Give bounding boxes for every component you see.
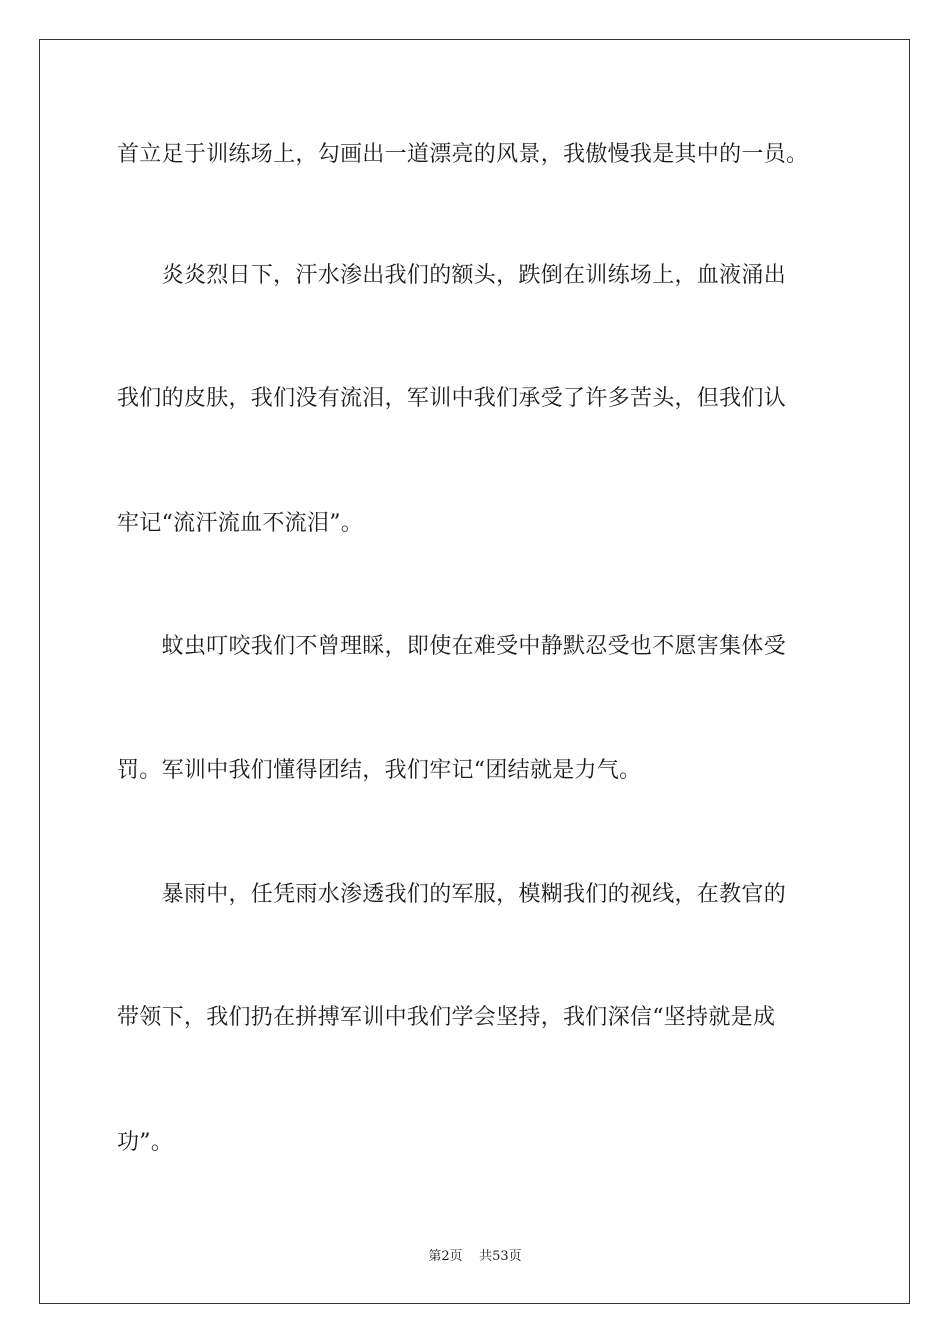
paragraph-line-5: 蚊虫叮咬我们不曾理睬，即使在难受中静默忍受也不愿害集体受	[117, 634, 787, 659]
paragraph-line-8: 带领下，我们扔在拼搏军训中我们学会坚持，我们深信“坚持就是成	[117, 1005, 776, 1030]
page-footer	[0, 1248, 950, 1266]
paragraph-line-2: 炎炎烈日下，汗水渗出我们的额头，跌倒在训练场上，血液涌出	[117, 263, 787, 288]
paragraph-line-4: 牢记“流汗流血不流泪”。	[117, 511, 364, 536]
paragraph-line-6: 罚。军训中我们懂得团结，我们牢记“团结就是力气。	[117, 758, 642, 783]
paragraph-line-7: 暴雨中，任凭雨水渗透我们的军服，模糊我们的视线，在教官的	[117, 882, 787, 907]
paragraph-line-3: 我们的皮肤，我们没有流泪，军训中我们承受了许多苦头，但我们认	[117, 386, 787, 411]
page-number: 第2页	[428, 1249, 463, 1264]
page-border	[39, 39, 910, 1304]
paragraph-line-9: 功”。	[117, 1130, 174, 1155]
page-total: 共53页	[479, 1249, 522, 1264]
paragraph-line-1: 首立足于训练场上，勾画出一道漂亮的风景，我傲慢我是其中的一员。	[117, 142, 809, 167]
